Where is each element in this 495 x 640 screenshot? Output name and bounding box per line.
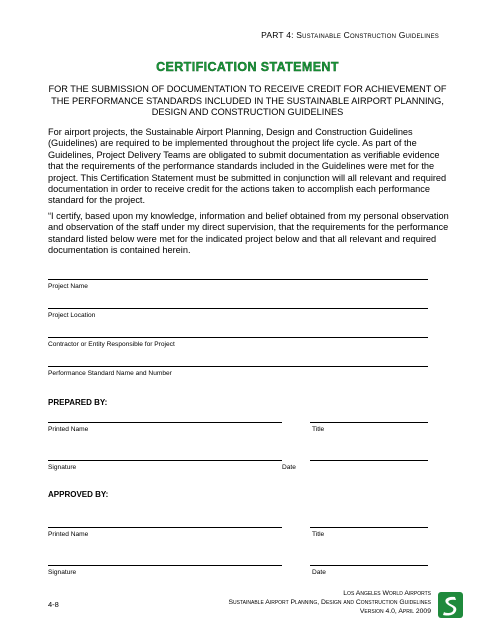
prepared-title-line (310, 422, 428, 423)
approved-printed-name-line (48, 527, 282, 528)
intro-paragraph: For airport projects, the Sustainable Airport Planning, Design and Construction Guidelines (Guidelines) are required to be implemented throughout the project life cycle. As part of the Guidelines, Project Delivery Teams are obligated to submit documentation as verifiable evidence that the requirements of the performance standards included in the Guidelines were met for the project. This Certification Statement must be submitted in conjunction will all relevant and required documentation in order to receive credit for the actions taken to accomplish each performance standard for the project. (48, 127, 447, 206)
project-name-label: Project Name (48, 283, 88, 290)
prepared-signature-line (48, 460, 282, 461)
performance-standard-line (48, 366, 428, 367)
project-location-line (48, 308, 428, 309)
project-location-label: Project Location (48, 312, 96, 319)
running-header: PART 4: Sustainable Construction Guidelines (261, 30, 439, 40)
footer-org: Los Angeles World Airports (343, 590, 431, 597)
approved-by-heading: APPROVED BY: (48, 490, 109, 499)
approved-signature-label: Signature (48, 569, 77, 576)
approved-printed-name-label: Printed Name (48, 531, 89, 538)
prepared-date-label: Date (282, 464, 296, 471)
page-number: 4-8 (48, 600, 59, 609)
prepared-title-label: Title (312, 426, 325, 433)
footer-version: Version 4.0, April 2009 (359, 608, 431, 615)
green-s-logo-icon (438, 592, 463, 618)
prepared-by-heading: PREPARED BY: (48, 398, 108, 407)
project-name-line (48, 279, 428, 280)
approved-title-label: Title (312, 531, 325, 538)
page-title: CERTIFICATION STATEMENT (156, 60, 339, 74)
approved-title-line (310, 527, 428, 528)
approved-signature-line (48, 565, 282, 566)
prepared-date-line (310, 460, 428, 461)
approved-date-line (310, 565, 428, 566)
footer-guidelines: Sustainable Airport Planning, Design and Construction Guidelines (228, 599, 431, 606)
approved-date-label: Date (312, 569, 326, 576)
contractor-label: Contractor or Entity Responsible for Project (48, 341, 175, 348)
prepared-signature-label: Signature (48, 464, 77, 471)
prepared-printed-name-line (48, 422, 282, 423)
prepared-printed-name-label: Printed Name (48, 426, 89, 433)
certification-paragraph: “I certify, based upon my knowledge, information and belief obtained from my personal observation and observation of the staff under my direct supervision, that the requirements for the performance standard listed below were met for the indicated project below and that all relevant and required documentation is contained herein. (48, 211, 449, 256)
performance-standard-label: Performance Standard Name and Number (48, 370, 172, 377)
subtitle: FOR THE SUBMISSION OF DOCUMENTATION TO RECEIVE CREDIT FOR ACHIEVEMENT OF THE PERFORMANCE STANDARDS INCLUDED IN THE SUSTAINABLE AIRPORT PLANNING, DESIGN AND CONSTRUCTION GUIDELINES (48, 84, 447, 118)
contractor-line (48, 337, 428, 338)
